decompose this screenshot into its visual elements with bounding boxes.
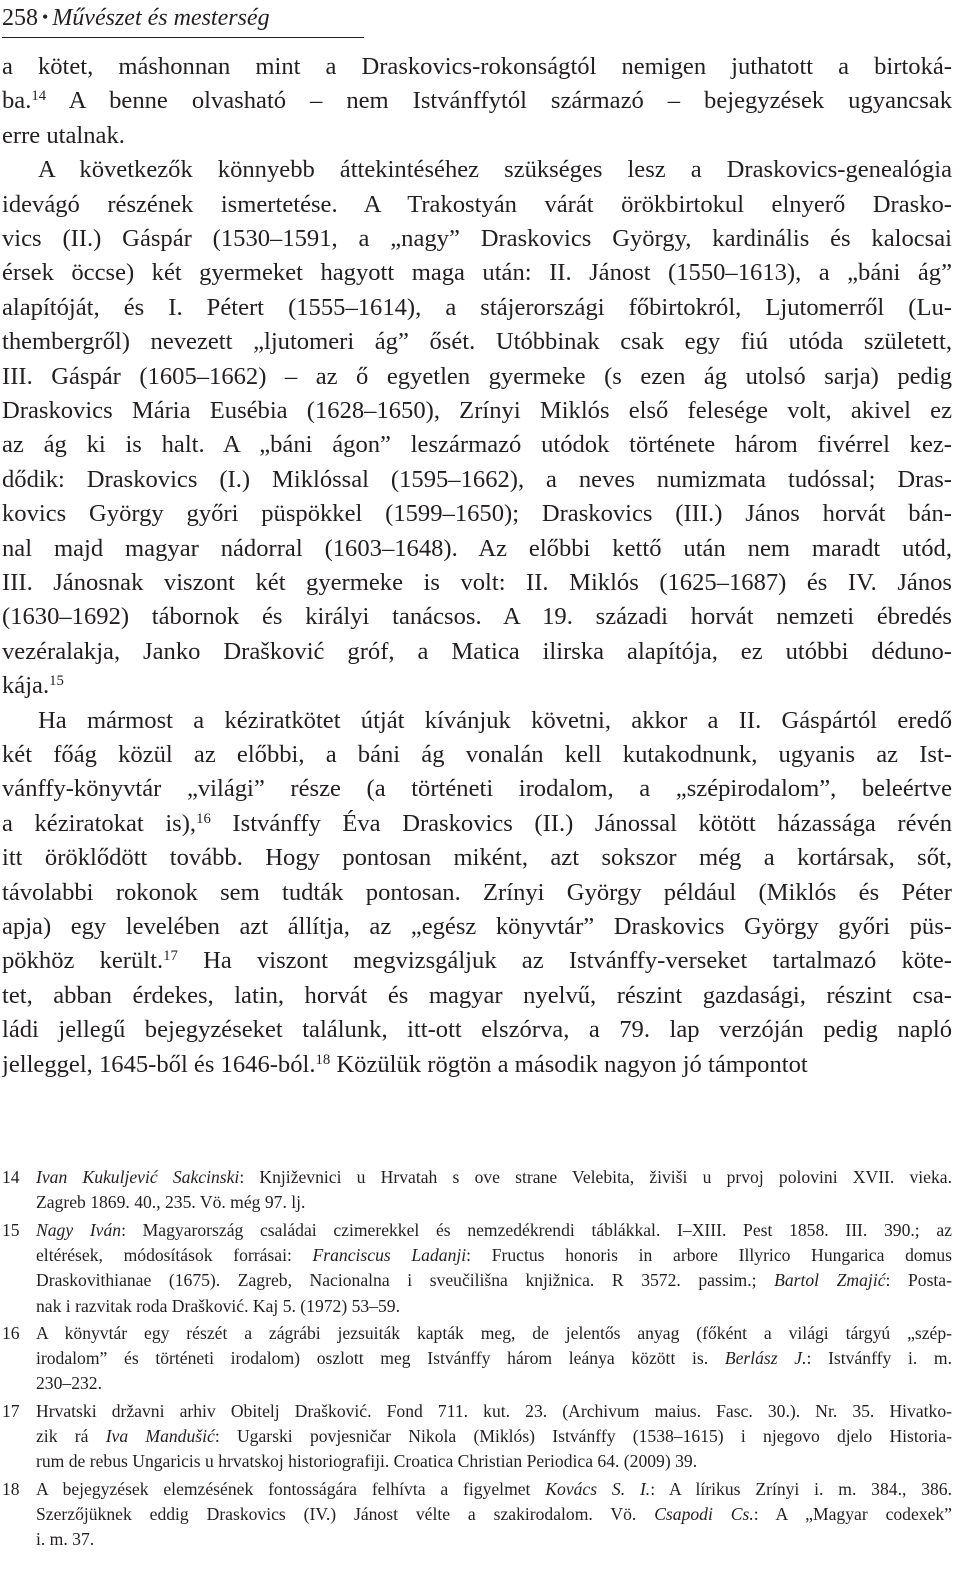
footnote-line: Zagreb 1869. 40., 235. Vö. még 97. lj. [36, 1192, 306, 1213]
body-line: az ág ki is halt. A „báni ágon” leszármazó utódok története három fivérrel kez- [2, 431, 952, 459]
footnote-line: A könyvtár egy részét a zágrábi jezsuiták kapták meg, de jelentős anyag (főként a világi tárgyú „szép- [36, 1322, 952, 1343]
footnote-line: A bejegyzések elemzésének fontosságára felhívta a figyelmet Kovács S. I.: A lírikus Zrínyi i. m. 384., 386. [36, 1478, 952, 1499]
footnote-line: Szerzőjüknek eddig Draskovics (IV.) Jánost vélte a szakirodalom. Vö. Csapodi Cs.: A „Magyar codexek” [36, 1503, 952, 1524]
running-header [2, 0, 270, 36]
bullet-separator: • [42, 7, 49, 27]
footnote-line: eltérések, módosítások forrásai: Franciscus Ladanji: Fructus honoris in arbore Illyrico Hungarica domus [36, 1244, 952, 1265]
body-line: dődik: Draskovics (I.) Miklóssal (1595–1662), a neves numizmata tudóssal; Dras- [2, 465, 952, 493]
footnote-line: nak i razvitak roda Drašković. Kaj 5. (1972) 53–59. [36, 1295, 400, 1316]
header-rule [2, 37, 364, 38]
body-line: két főág közül az előbbi, a báni ág vonalán kell kutakodnunk, ugyanis az Ist- [2, 741, 952, 768]
body-line: jelleggel, 1645-ből és 1646-ból.$^{18}$ Közülük rögtön a második nagyon jó támpontot [2, 1050, 808, 1078]
footnote-line: Hrvatski državni arhiv Obitelj Drašković. Fond 711. kut. 23. (Archivum maius. Fasc. 30.). Nr. 35. Hivatko- [36, 1400, 952, 1421]
body-line: vánffy-könyvtár „világi” része (a történeti irodalom, a „szépirodalom”, beleértve [2, 775, 952, 803]
body-line: nal majd magyar nádorral (1603–1648). Az előbbi kettő után nem maradt utód, [2, 534, 952, 562]
footnote-line: Ivan Kukuljević Sakcinski: Književnici u Hrvatah s ove strane Velebita, živiši u prvoj polovini XVII. vieka. [36, 1167, 952, 1187]
body-line: vezéralakja, Janko Drašković gróf, a Matica ilirska alapítója, ez utóbbi dédunо- [2, 637, 952, 665]
footnote-line: irodalom” és történeti irodalom) oszlott meg Istvánffy három leánya között is. Berlász J.: Istvánffy i. m. [36, 1348, 952, 1369]
body-line: kovics György győri püspökkel (1599–1650); Draskovics (III.) János horvát bán- [2, 500, 952, 528]
body-line: vics (II.) Gáspár (1530–1591, a „nagy” Draskovics György, kardinális és kalocsai [2, 225, 952, 252]
footnote-ref[interactable]: 15 [49, 673, 64, 690]
body-line: thembergről) nevezett „ljutomeri ág” ősét. Utóbbinak csak egy fiú utóda született, [2, 328, 952, 356]
body-line: pökhöz került.$^{17}$ Ha viszont megvizsgáljuk az Istvánffy-verseket tartalmazó köte- [2, 947, 952, 975]
footnote-number: 16 [2, 1322, 20, 1343]
body-line: Draskovics Mária Eusébia (1628–1650), Zrínyi Miklós első felesége volt, akivel ez [2, 397, 952, 424]
body-line: idevágó részének ismertetése. A Trakostyán várát örökbirtokul elnyerő Drasko- [2, 190, 952, 218]
footnote-number: 15 [2, 1219, 20, 1240]
footnote-ref[interactable]: 14 [31, 88, 47, 105]
body-line: itt öröklődött tovább. Hogy pontosan miként, azt sokszor még a kortársak, sőt, [2, 844, 952, 872]
body-line: III. Jánosnak viszont két gyermeke is volt: II. Miklós (1625–1687) és IV. János [2, 569, 952, 596]
running-title: Művészet és mesterség [52, 5, 270, 31]
footnote-number: 17 [2, 1400, 20, 1421]
body-line: távolabbi rokonok sem tudták pontosan. Zrínyi György például (Miklós és Péter [2, 878, 952, 906]
body-line: ba.$^{14}$ A benne olvasható – nem Istvánffytól származó – bejegyzések ugyancsak [2, 87, 952, 115]
body-line: a kötet, máshonnan mint a Draskovics-rokonságtól nemigen juthatott a birtoká- [2, 53, 952, 80]
footnote-line: Nagy Iván: Magyarország családai czimerekkel és nemzedékrendi táblákkal. I–XIII. Pest 1858. III. 390.; az [36, 1219, 952, 1240]
body-line: alapítóját, és I. Pétert (1555–1614), a stájerországi főbirtokról, Ljutomerről (Lu- [2, 293, 952, 321]
footnote-line: 230–232. [36, 1373, 102, 1394]
body-line: apja) egy levelében azt állítja, az „egész könyvtár” Draskovics György győri püs- [2, 913, 952, 940]
body-line: tet, abban érdekes, latin, horvát és magyar nyelvű, részint gazdasági, részint csa- [2, 981, 952, 1009]
body-line: érsek öccse) két gyermeket hagyott maga után: II. Jánost (1550–1613), a „báni ág” [2, 259, 952, 287]
body-line: A következők könnyebb áttekintéséhez szükséges lesz a Draskovics-genealógia [38, 156, 952, 184]
body-line: kája.$^{15}$ [2, 672, 64, 700]
footnote-line: zik rá Iva Mandušić: Ugarski povjesničar Nikola (Miklós) Istvánffy (1538–1615) i njegovo djelo Historia- [36, 1426, 952, 1446]
footnote-ref[interactable]: 16 [196, 810, 211, 827]
footnote-number: 18 [2, 1478, 20, 1499]
body-line: (1630–1692) tábornok és királyi tanácsos. A 19. századi horvát nemzeti ébredés [2, 603, 952, 631]
footnote-ref[interactable]: 18 [315, 1051, 331, 1068]
footnote-line: Draskovithianae (1675). Zagreb, Nacionalna i sveučilišna knjižnica. R 3572. passim.; Bartol Zmajić: Posta- [36, 1270, 952, 1291]
body-line: ládi jellegű bejegyzéseket találunk, itt-ott elszórva, a 79. lap verzóján pedig napló [2, 1016, 952, 1044]
footnote-number: 14 [2, 1167, 20, 1187]
body-line: III. Gáspár (1605–1662) – az ő egyetlen gyermeke (s ezen ág utolsó sarja) pedig [2, 362, 952, 390]
footnote-line: i. m. 37. [36, 1529, 95, 1550]
page-number: 258 [2, 5, 38, 31]
footnote-line: rum de rebus Ungaricis u hrvatskoj historiografiji. Croatica Christian Periodica 64. (2009) 39. [36, 1451, 698, 1472]
body-line: erre utalnak. [2, 121, 125, 149]
body-line: a kéziratokat is),$^{16}$ Istvánffy Éva Draskovics (II.) Jánossal kötött házassága révén [2, 809, 952, 837]
footnote-ref[interactable]: 17 [163, 948, 178, 965]
body-line: Ha mármost a kéziratkötet útját kívánjuk követni, akkor a II. Gáspártól eredő [38, 706, 952, 734]
